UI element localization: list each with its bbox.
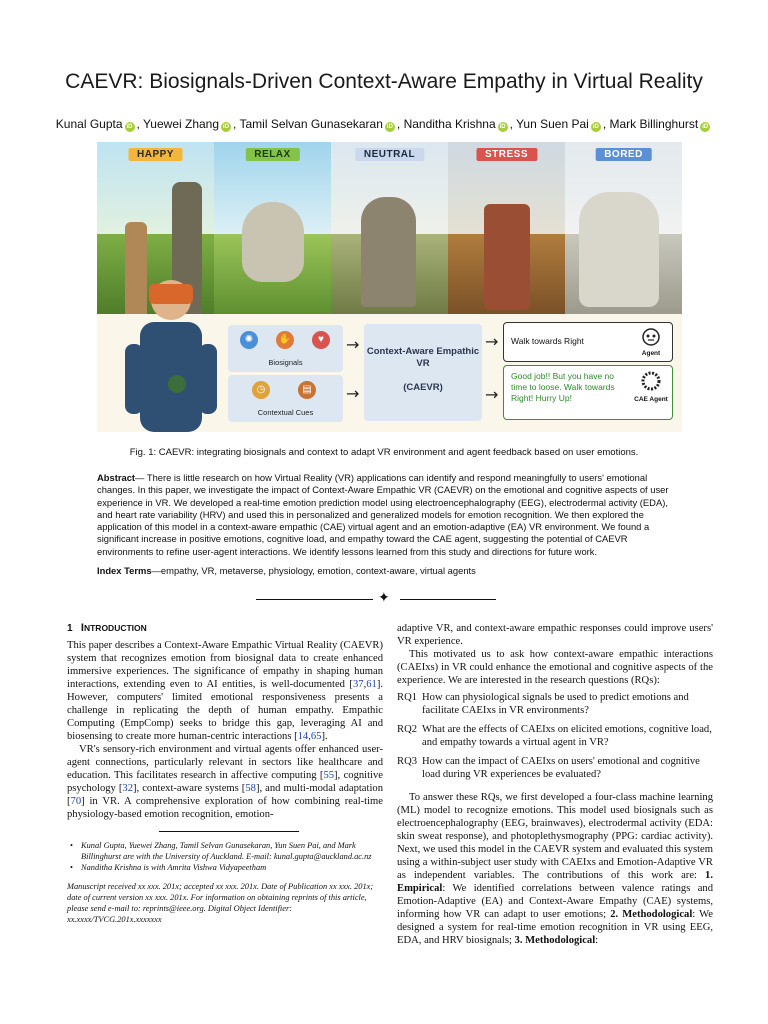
intro-paragraph: [67, 639, 383, 743]
paper-title: CAEVR: Biosignals-Driven Context-Aware Empathy in Virtual Reality: [65, 70, 703, 93]
cae-agent-label: CAE Agent: [634, 396, 668, 403]
emotion-label-relax: RELAX: [245, 148, 299, 161]
author-name: Tamil Selvan Gunasekaran: [239, 117, 383, 131]
author-name: Mark Billinghurst: [609, 117, 699, 131]
contextual-cues-label: Contextual Cues: [257, 408, 314, 417]
footnote-list: [67, 840, 383, 873]
intro-paragraph: [397, 791, 713, 947]
text-run: : We identified correlations between valence ratings and Emotion-Adaptive (EA) and Context-Aware Empathy (CAE) systems, informing how VR can adapt to user emotions;: [397, 883, 713, 920]
index-terms-label: Index Terms: [97, 565, 152, 576]
orcid-icon[interactable]: iD: [592, 124, 599, 130]
citation-link[interactable]: 55: [323, 770, 335, 781]
orcid-icon[interactable]: iD: [386, 124, 393, 130]
rq-id: RQ2: [397, 724, 418, 735]
biosignals-box: [228, 325, 343, 372]
figure-caption: Fig. 1: CAEVR: integrating biosignals and context to adapt VR environment and agent feedback based on user emotions.: [129, 447, 639, 458]
footnote-affiliation: • Nanditha Krishna is with Amrita Vishwa Vidyapeetham: [67, 862, 383, 873]
citation-link[interactable]: 65: [310, 731, 322, 742]
research-question: [397, 755, 713, 781]
contribution-label: 3. Methodological: [514, 935, 596, 946]
author-name: Nanditha Krishna: [403, 117, 496, 131]
caevr-acronym: (CAEVR): [403, 382, 443, 393]
abstract: [97, 472, 683, 558]
rq-text: How can physiological signals be used to predict emotions and facilitate CAEIxs in VR environments?: [422, 692, 689, 716]
left-column: [67, 622, 383, 925]
text-run: ], cognitive psychology [: [67, 770, 383, 794]
film-strip-icon: ▤: [298, 381, 316, 399]
text-run: ]. However, computers' limited emotional responsiveness presents a challenge in replicating the depth of human empathy. Empathic Computing (EmpComp) seeks to bridge this gap, leveraging AI and biosensing to create more human-centric interactions [: [67, 679, 383, 742]
brain-icon: ✺: [240, 331, 258, 349]
citation-link[interactable]: 37: [352, 679, 364, 690]
emotion-label-bored: BORED: [595, 148, 652, 161]
author-list: Kunal Gupta iD , Yuewei Zhang iD , Tamil Selvan Gunasekaran iD , Nanditha Krishna iD , Yun Suen Pai iD , Mark Billinghurst iD: [55, 117, 709, 131]
divider-line: [256, 599, 373, 600]
agent-feedback-box: [503, 322, 673, 362]
orcid-icon[interactable]: iD: [223, 124, 230, 130]
author-name: Kunal Gupta: [55, 117, 123, 131]
divider-diamond-icon: ✦: [378, 590, 390, 606]
abstract-text: — There is little research on how Virtual Reality (VR) applications can identify and respond meaningfully to users' emotional changes. In this paper, we investigate the impact of Context-Aware Empathic VR (CAEVR) on the emotional and cognitive aspects of user experience in VR. We developed a real-time emotion prediction model using electroencephalography (EEG), electrodermal activity (EDA), and heart rate variability (HRV) and used this in personalized and generalized models for emotion recognition. We then explored the application of this model in a context-aware empathic (CAE) virtual agent and an emotion-adaptive (EA) VR environment. We found a significant increase in positive emotions, cognitive load, and empathy toward the CAE agent, suggesting the potential of CAEVR environments to refine user-agent interactions. We identify lessons learned from this study and directions for future work.: [97, 472, 669, 557]
arrow-right-icon: →: [346, 335, 360, 354]
orcid-icon[interactable]: iD: [499, 124, 506, 130]
citation-link[interactable]: 14: [297, 731, 309, 742]
citation-link[interactable]: 32: [122, 783, 133, 794]
author-name: Yuewei Zhang: [142, 117, 220, 131]
orcid-icon[interactable]: iD: [702, 124, 709, 130]
robot-agent-icon: [640, 326, 662, 348]
text-run: ,: [308, 731, 311, 742]
section-heading: [67, 622, 383, 635]
research-question: [397, 691, 713, 717]
index-terms-text: —empathy, VR, metaverse, physiology, emotion, context-aware, virtual agents: [151, 565, 476, 576]
cae-agent-feedback-box: [503, 365, 673, 420]
orcid-icon[interactable]: iD: [126, 124, 133, 130]
citation-link[interactable]: 70: [70, 796, 82, 807]
heart-rate-icon: ♥: [312, 331, 330, 349]
citation-link[interactable]: 61: [366, 679, 377, 690]
contribution-label: 2. Methodological: [610, 909, 693, 920]
text-run: ], context-aware systems [: [133, 783, 246, 794]
biosignals-label: Biosignals: [268, 358, 303, 367]
arrow-right-icon: →: [485, 385, 499, 404]
clock-icon: ◷: [252, 381, 270, 399]
vr-user-image: [115, 264, 225, 432]
cae-agent-message: Good job!! But you have no time to loose. Walk towards Right! Hurry Up!: [511, 371, 615, 403]
footnote-affiliation: • Kunal Gupta, Yuewei Zhang, Tamil Selvan Gunasekaran, Yun Suen Pai, and Mark Billinghurst are with the University of Auckland. E-mail: kunal.gupta@auckland.ac.nz: [67, 840, 383, 862]
text-run: To answer these RQs, we first developed a four-class machine learning (ML) model to recognize emotions. This model used biosignals such as electroencephalography (EEG, brainwaves), electrodermal activity (EDA: skin sweat response), and photoplethysmography (PPG: cardiac activity). Next, we used this model in the CAEVR system and evaluated this system using a within-subject user study with CAEIxs and Emotion-Adaptive VR as independent variables. The contributions of this work are:: [397, 792, 713, 881]
text-run: This paper describes a Context-Aware Empathic Virtual Reality (CAEVR) system that recognizes emotion from biosignal data to create enhanced immersive experiences. The significance of empathy in shaping human interactions, extending even to AI entities, is well-documented [: [67, 640, 383, 690]
rq-text: What are the effects of CAEIxs on elicited emotions, cognitive load, and empathy towards a virtual agent in VR?: [422, 724, 712, 748]
arrow-right-icon: →: [346, 384, 360, 403]
emotion-label-happy: HAPPY: [128, 148, 183, 161]
abstract-label: Abstract: [97, 472, 136, 483]
text-run: ], and multi-modal adaptation [: [67, 783, 383, 807]
rq-id: RQ3: [397, 756, 418, 767]
right-column: [397, 622, 713, 947]
caevr-title: Context-Aware Empathic VR: [366, 346, 480, 369]
intro-paragraph: adaptive VR, and context-aware empathic responses could improve users' VR experience.: [397, 623, 713, 647]
research-question: [397, 723, 713, 749]
arrow-right-icon: →: [485, 332, 499, 351]
rq-id: RQ1: [397, 692, 418, 703]
author-name: Yun Suen Pai: [516, 117, 589, 131]
citation-link[interactable]: 58: [245, 783, 256, 794]
index-terms: [97, 565, 683, 576]
footnote-rule: [159, 831, 299, 832]
text-run: VR's sensory-rich environment and virtual agents offer enhanced user-agent connections, particularly relevant in sectors like healthcare and education. This facilitates research in affective computing [: [67, 744, 383, 781]
emotion-label-neutral: NEUTRAL: [355, 148, 424, 161]
agent-label: Agent: [641, 350, 661, 357]
neutral-scene-image: [331, 142, 448, 314]
agent-message: Walk towards Right: [511, 336, 584, 346]
section-number: 1: [67, 623, 73, 634]
divider-line: [400, 599, 496, 600]
text-run: ] in VR. A comprehensive exploration of how combining real-time physiology-based emotion recognition, emotion-: [67, 796, 383, 820]
intro-paragraph: [67, 743, 383, 821]
rq-text: How can the impact of CAEIxs on users' emotional and cognitive load during VR experiences be evaluated?: [422, 756, 700, 780]
hand-sweat-icon: ✋: [276, 331, 294, 349]
text-run: : We designed a system for real-time emotion recognition in VR using EEG, EDA, and HRV biosignals;: [397, 909, 713, 946]
cae-agent-icon: [640, 370, 662, 392]
text-run: ].: [321, 731, 328, 742]
text-run: :: [595, 935, 599, 946]
text-run: ,: [363, 679, 367, 690]
stress-scene-image: [448, 142, 565, 314]
figure-1: [97, 142, 682, 432]
relax-scene-image: [214, 142, 331, 314]
manuscript-note: Manuscript received xx xxx. 201x; accepted xx xxx. 201x. Date of Publication xx xxx. 201x; date of current version xx xxx. 201x. For information on obtaining reprints of this article, please send e-mail to: reprints@ieee.org. Digital Object Identifier: xx.xxxx/TVCG.201x.xxxxxxx: [67, 882, 374, 924]
contextual-cues-box: [228, 375, 343, 422]
section-title: INTRODUCTION: [80, 622, 147, 634]
emotion-label-stress: STRESS: [476, 148, 537, 161]
intro-paragraph: This motivated us to ask how context-aware empathic interactions (CAEIxs) in VR could enhance the emotional and cognitive aspects of the experience. We are interested in the research questions (RQs):: [397, 649, 713, 686]
bored-scene-image: [565, 142, 682, 314]
caevr-box: [364, 324, 482, 421]
contribution-label: 1. Empirical: [397, 870, 713, 894]
